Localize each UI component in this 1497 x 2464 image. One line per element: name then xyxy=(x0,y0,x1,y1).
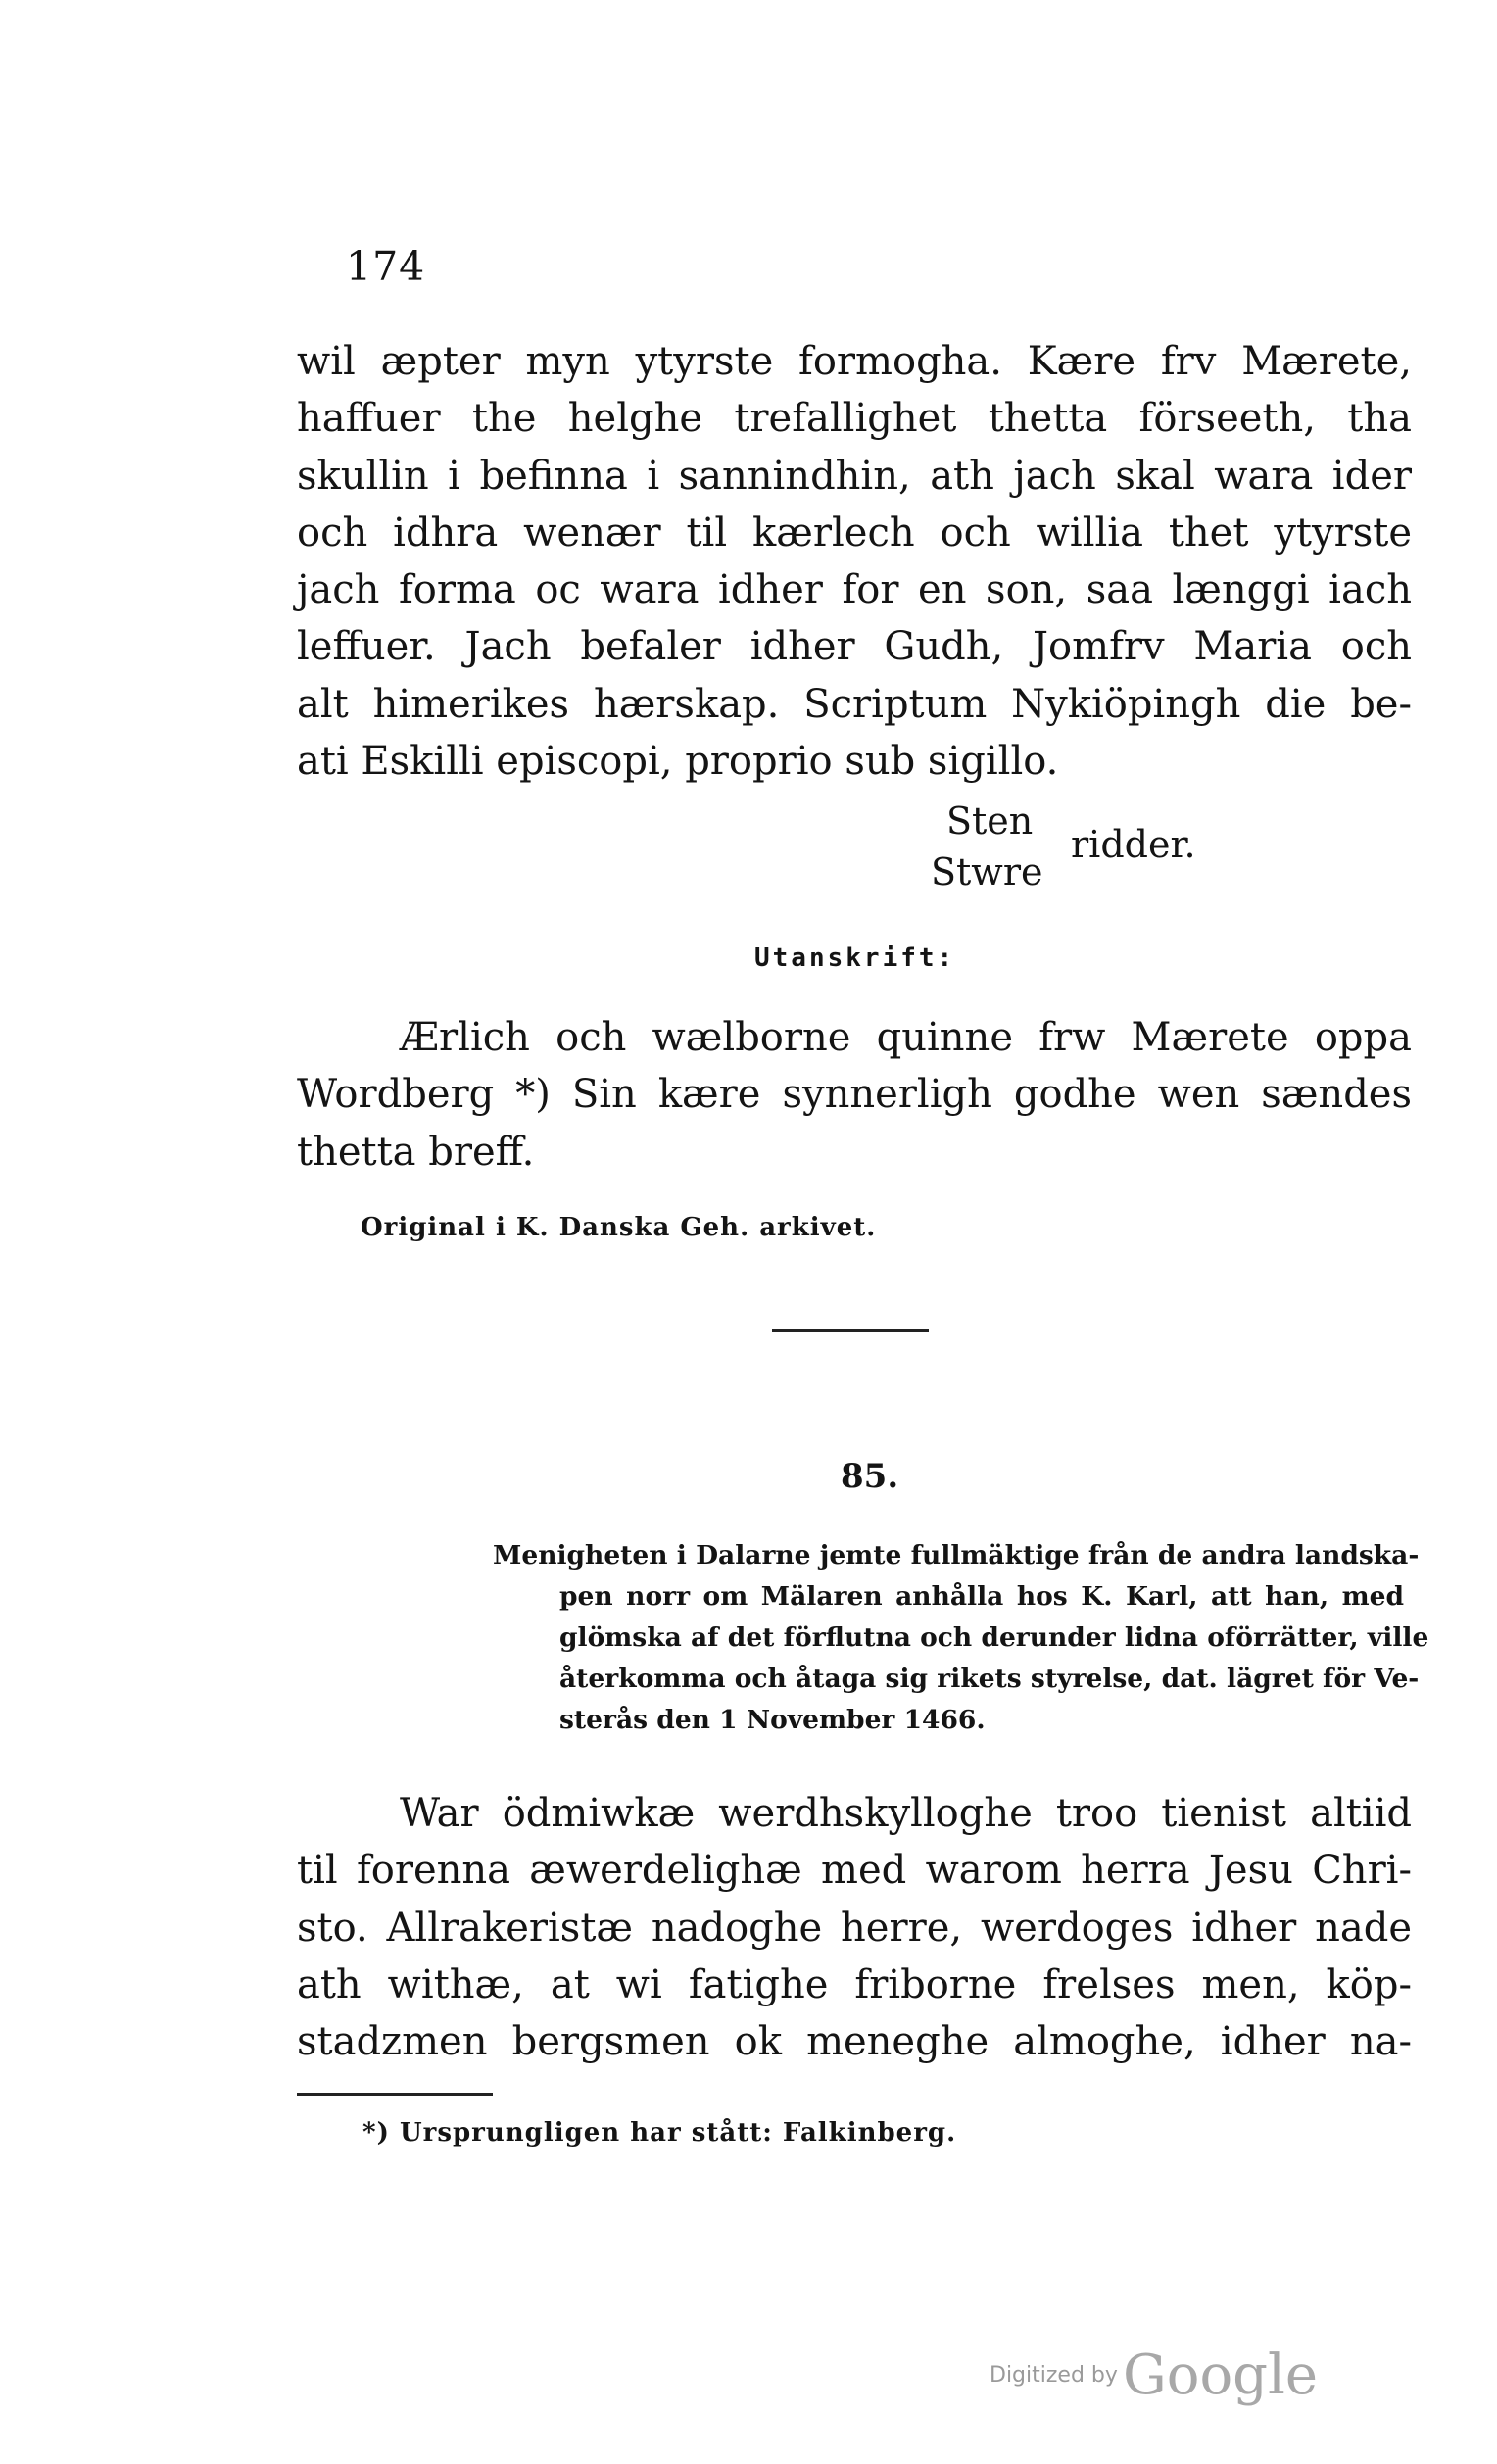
digitized-watermark xyxy=(990,2343,1318,2407)
summary-line: pen norr om Mälaren anhålla hos K. Karl, att han, med xyxy=(559,1581,1404,1612)
document-summary xyxy=(493,1535,1429,1741)
text-line: och idhra wenær til kærlech och willia thet ytyrste xyxy=(297,509,1412,556)
summary-line: glömska af det förflutna och derunder lidna oförrätter, ville xyxy=(559,1622,1429,1653)
text-line: wil æpter myn ytyrste formogha. Kære frv Mærete, xyxy=(297,339,1412,384)
text-line: sto. Allrakeristæ nadoghe herre, werdoges idher nade xyxy=(297,1905,1412,1951)
watermark-prefix: Digitized by xyxy=(990,2363,1118,2388)
source-note: Original i K. Danska Geh. arkivet. xyxy=(361,1213,877,1242)
text-line: leffuer. Jach befaler idher Gudh, Jomfrv Maria och xyxy=(297,624,1412,670)
signature-name xyxy=(931,796,1042,897)
signature-first-name: Sten xyxy=(946,799,1034,843)
endorsement-label: Utanskrift: xyxy=(754,943,956,973)
summary-line: Menigheten i Dalarne jemte fullmäktige från de andra landska- xyxy=(493,1540,1420,1570)
text-line: Wordberg *) Sin kære synnerligh godhe wen sændes xyxy=(297,1072,1412,1118)
signature-title: ridder. xyxy=(1071,823,1196,866)
signature-last-name: Stwre xyxy=(931,850,1043,894)
text-line: ati Eskilli episcopi, proprio sub sigillo. xyxy=(297,739,1059,785)
text-line: Ærlich och wælborne quinne frw Mærete oppa xyxy=(400,1015,1412,1060)
text-line: stadzmen bergsmen ok meneghe almoghe, idher na- xyxy=(297,2019,1412,2065)
letter-paragraph-1 xyxy=(297,333,1412,790)
page-number: 174 xyxy=(346,243,426,290)
footnote-divider xyxy=(297,2093,493,2096)
google-logo: Google xyxy=(1123,2343,1319,2407)
text-line: jach forma oc wara idher for en son, saa længgi iach xyxy=(297,567,1412,613)
text-line: til forenna æwerdelighæ med warom herra Jesu Chri- xyxy=(297,1848,1412,1894)
letter-paragraph-2 xyxy=(297,1785,1412,2070)
text-line: skullin i befinna i sannindhin, ath jach skal wara ider xyxy=(297,453,1412,499)
summary-line: sterås den 1 November 1466. xyxy=(559,1705,986,1735)
text-line: War ödmiwkæ werdhskylloghe troo tienist altiid xyxy=(400,1791,1412,1836)
summary-line: återkomma och åtaga sig rikets styrelse, dat. lägret för Ve- xyxy=(559,1664,1420,1694)
footnote: *) Ursprungligen har stått: Falkinberg. xyxy=(362,2118,957,2148)
text-line: alt himerikes hærskap. Scriptum Nykiöpingh die be- xyxy=(297,681,1412,727)
text-line: haffuer the helghe trefallighet thetta förseeth, tha xyxy=(297,396,1412,442)
text-line: ath withæ, at wi fatighe friborne frelses men, köp- xyxy=(297,1961,1412,2007)
text-line: thetta breff. xyxy=(297,1129,535,1175)
endorsement-paragraph xyxy=(297,1009,1412,1181)
document-number: 85. xyxy=(841,1457,899,1496)
section-divider xyxy=(772,1329,929,1332)
